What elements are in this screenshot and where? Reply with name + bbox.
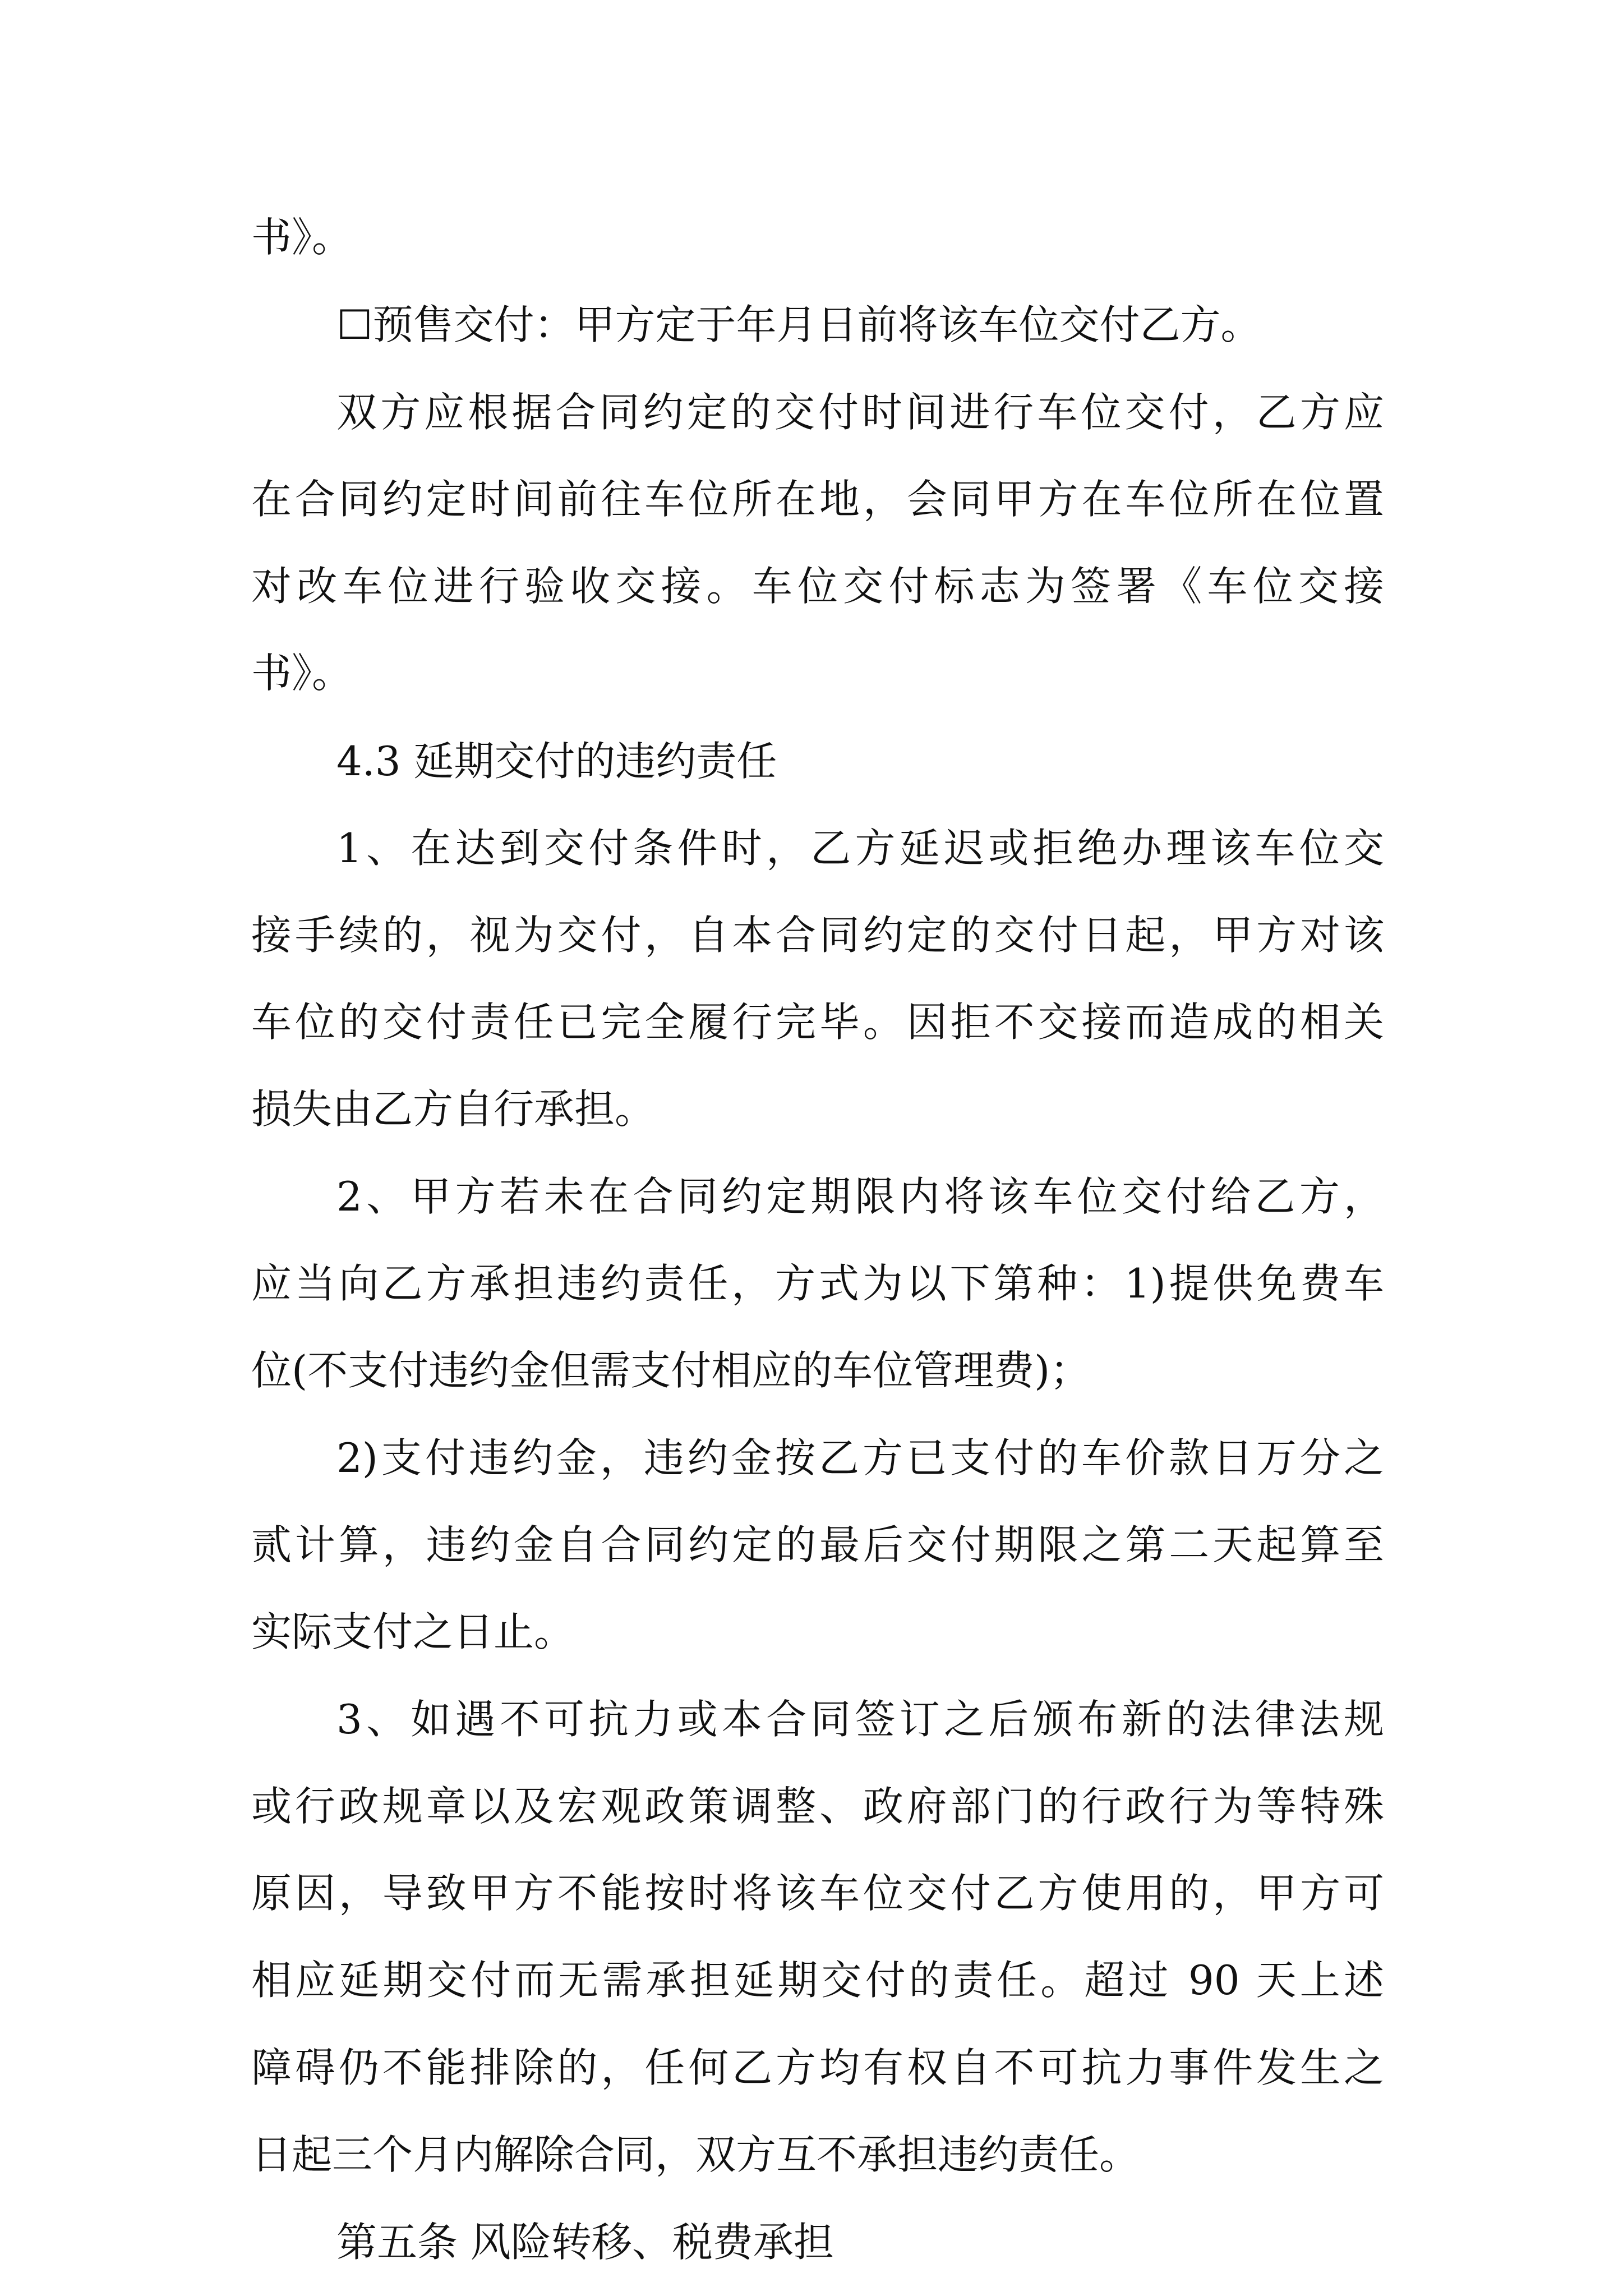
section-heading: 第五条 风险转移、税费承担 [336, 2219, 834, 2266]
text-line: 双方应根据合同约定的交付时间进行车位交付，乙方应 [336, 389, 1384, 436]
section-heading: 4.3 延期交付的违约责任 [336, 738, 777, 785]
text-line: 书》。 [251, 214, 353, 261]
text-line: ☐预售交付：甲方定于年月日前将该车位交付乙方。 [336, 301, 1261, 348]
text-line: 贰计算，违约金自合同约定的最后交付期限之第二天起算至 [251, 1521, 1384, 1568]
text-line: 日起三个月内解除合同，双方互不承担违约责任。 [251, 2131, 1140, 2178]
text-line: 对改车位进行验收交接。车位交付标志为签署《车位交接 [251, 563, 1384, 610]
text-line: 2、甲方若未在合同约定期限内将该车位交付给乙方， [336, 1173, 1384, 1220]
text-line: 损失由乙方自行承担。 [251, 1085, 656, 1133]
text-line: 原因，导致甲方不能按时将该车位交付乙方使用的，甲方可 [251, 1870, 1384, 1917]
text-line: 实际支付之日止。 [251, 1608, 575, 1655]
text-line: 书》。 [251, 650, 353, 697]
text-line: 在合同约定时间前往车位所在地，会同甲方在车位所在位置 [251, 476, 1384, 523]
text-line: 位(不支付违约金但需支付相应的车位管理费)； [251, 1347, 1091, 1394]
text-line: 接手续的，视为交付，自本合同约定的交付日起，甲方对该 [251, 912, 1384, 959]
text-line: 或行政规章以及宏观政策调整、政府部门的行政行为等特殊 [251, 1783, 1384, 1830]
text-line: 车位的交付责任已完全履行完毕。因拒不交接而造成的相关 [251, 999, 1384, 1046]
text-line: 相应延期交付而无需承担延期交付的责任。超过 90 天上述 [251, 1957, 1384, 2004]
text-line: 应当向乙方承担违约责任，方式为以下第种：1)提供免费车 [251, 1260, 1384, 1307]
text-line: 2)支付违约金，违约金按乙方已支付的车价款日万分之 [336, 1434, 1384, 1481]
text-line: 障碍仍不能排除的，任何乙方均有权自不可抗力事件发生之 [251, 2044, 1384, 2091]
text-line: 3、如遇不可抗力或本合同签订之后颁布新的法律法规 [336, 1696, 1384, 1743]
text-line: 1、在达到交付条件时，乙方延迟或拒绝办理该车位交 [336, 825, 1384, 872]
